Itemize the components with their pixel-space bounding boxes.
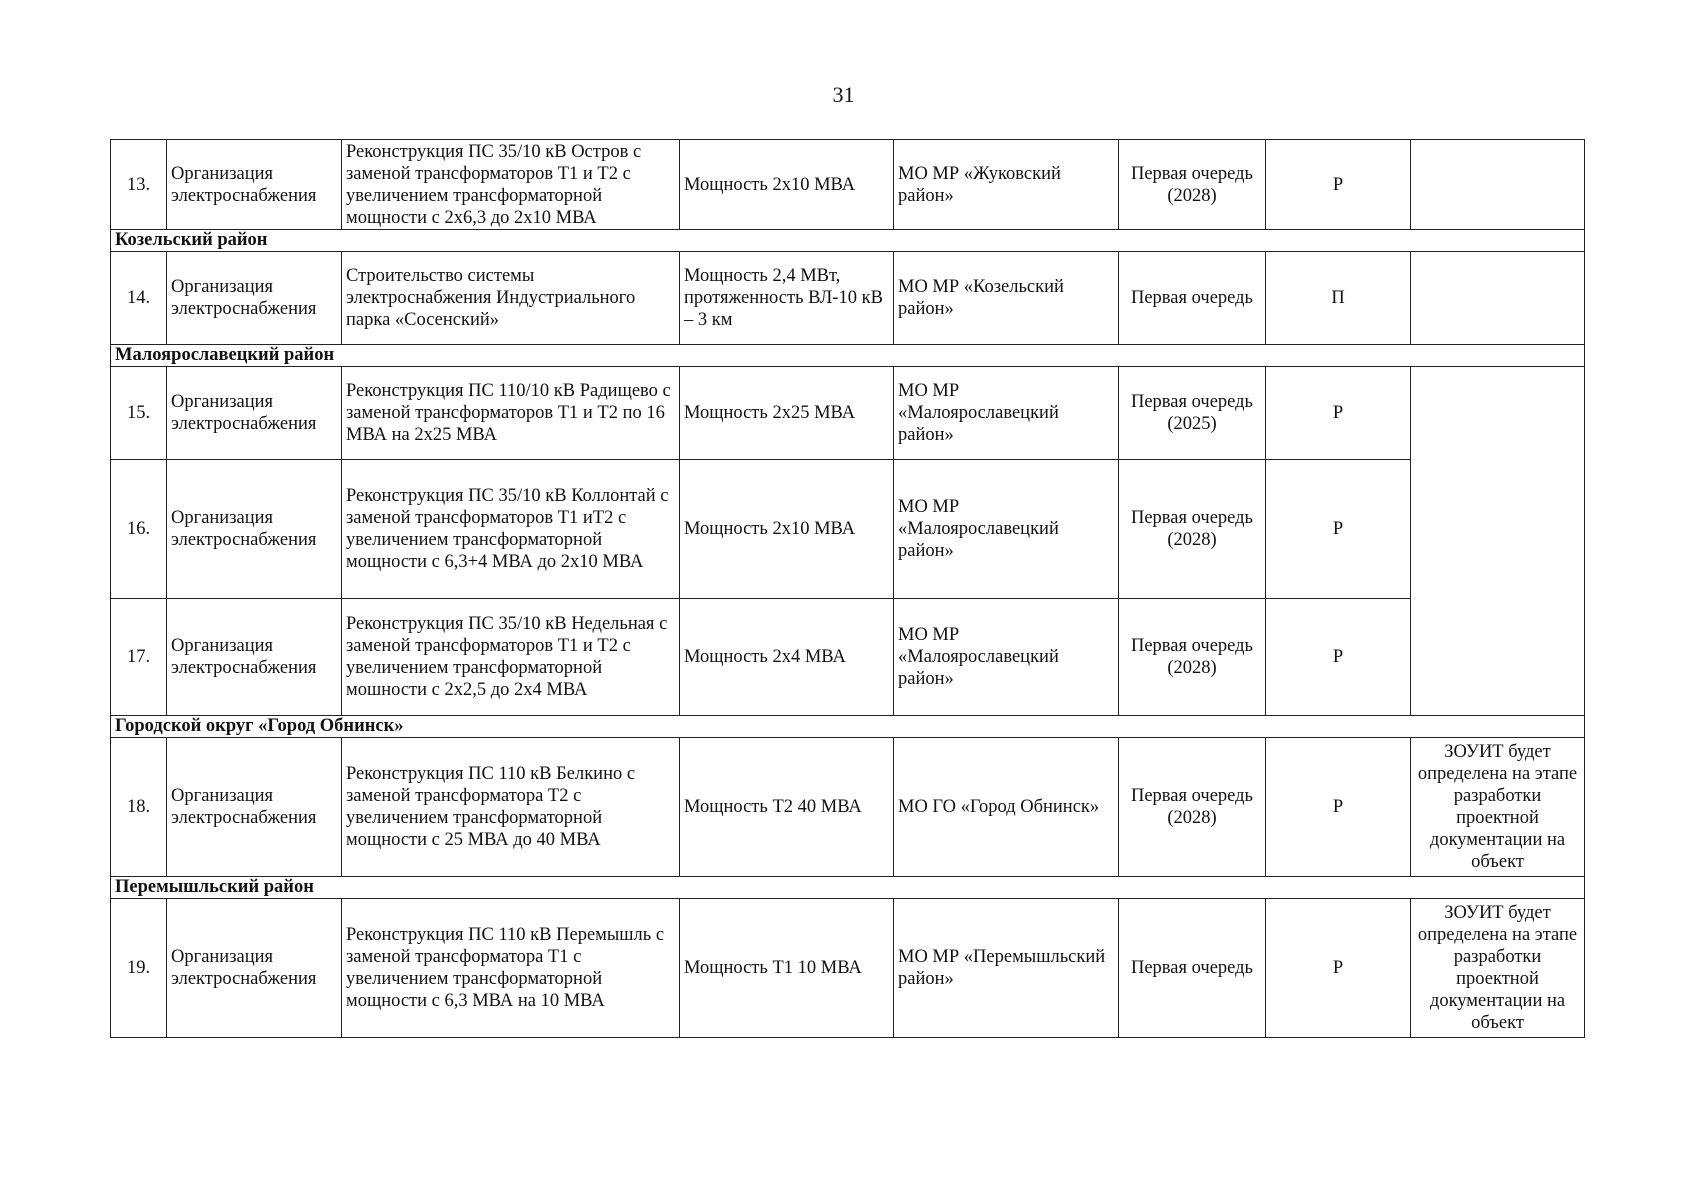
row-term: Первая очередь (2025)	[1119, 367, 1266, 460]
row-name: Реконструкция ПС 35/10 кВ Остров с заменой трансформаторов Т1 и Т2 с увеличением трансформаторной мощности с 2х6,3 до 2х10 МВА	[342, 140, 680, 230]
row-characteristics: Мощность Т2 40 МВА	[680, 738, 894, 877]
row-term: Первая очередь (2028)	[1119, 460, 1266, 599]
table-row	[111, 738, 1585, 877]
row-purpose: Организация электроснабжения	[167, 367, 342, 460]
table-row	[111, 899, 1585, 1038]
row-location: МО МР «Малоярославецкий район»	[894, 460, 1119, 599]
row-note: ЗОУИТ будет определена на этапе разработки проектной документации на объект	[1411, 899, 1585, 1038]
row-status: Р	[1266, 599, 1411, 716]
row-status: П	[1266, 252, 1411, 345]
row-characteristics: Мощность 2х10 МВА	[680, 140, 894, 230]
row-purpose: Организация электроснабжения	[167, 738, 342, 877]
row-note	[1411, 367, 1585, 716]
section-title: Городской округ «Город Обнинск»	[111, 716, 1585, 738]
row-purpose: Организация электроснабжения	[167, 899, 342, 1038]
row-number: 15.	[111, 367, 167, 460]
row-location: МО МР «Козельский район»	[894, 252, 1119, 345]
row-name: Строительство системы электроснабжения Индустриального парка «Сосенский»	[342, 252, 680, 345]
row-location: МО МР «Перемышльский район»	[894, 899, 1119, 1038]
row-note: ЗОУИТ будет определена на этапе разработки проектной документации на объект	[1411, 738, 1585, 877]
table-row	[111, 252, 1585, 345]
row-characteristics: Мощность 2,4 МВт, протяженность ВЛ-10 кВ – 3 км	[680, 252, 894, 345]
section-header	[111, 716, 1585, 738]
row-name: Реконструкция ПС 35/10 кВ Коллонтай с заменой трансформаторов Т1 иТ2 с увеличением трансформаторной мощности с 6,3+4 МВА до 2х10 МВА	[342, 460, 680, 599]
row-status: Р	[1266, 899, 1411, 1038]
row-name: Реконструкция ПС 110/10 кВ Радищево с заменой трансформаторов Т1 и Т2 по 16 МВА на 2х25 МВА	[342, 367, 680, 460]
table-row	[111, 599, 1585, 716]
row-status: Р	[1266, 460, 1411, 599]
row-location: МО ГО «Город Обнинск»	[894, 738, 1119, 877]
page-number: 31	[832, 82, 855, 107]
table-row	[111, 367, 1585, 460]
row-term: Первая очередь	[1119, 252, 1266, 345]
row-number: 14.	[111, 252, 167, 345]
row-status: Р	[1266, 367, 1411, 460]
section-title: Перемышльский район	[111, 877, 1585, 899]
row-note	[1411, 140, 1585, 230]
table-row	[111, 140, 1585, 230]
section-header	[111, 877, 1585, 899]
row-number: 17.	[111, 599, 167, 716]
row-purpose: Организация электроснабжения	[167, 252, 342, 345]
section-header	[111, 345, 1585, 367]
row-number: 13.	[111, 140, 167, 230]
section-title: Малоярославецкий район	[111, 345, 1585, 367]
row-status: Р	[1266, 738, 1411, 877]
row-number: 19.	[111, 899, 167, 1038]
row-number: 16.	[111, 460, 167, 599]
row-name: Реконструкция ПС 110 кВ Белкино с заменой трансформатора Т2 с увеличением трансформаторной мощности с 25 МВА до 40 МВА	[342, 738, 680, 877]
row-name: Реконструкция ПС 35/10 кВ Недельная с заменой трансформаторов Т1 и Т2 с увеличением трансформаторной мошности с 2х2,5 до 2х4 МВА	[342, 599, 680, 716]
row-location: МО МР «Жуковский район»	[894, 140, 1119, 230]
row-characteristics: Мощность 2х25 МВА	[680, 367, 894, 460]
row-location: МО МР «Малоярославецкий район»	[894, 599, 1119, 716]
row-term: Первая очередь (2028)	[1119, 140, 1266, 230]
row-location: МО МР «Малоярославецкий район»	[894, 367, 1119, 460]
row-name: Реконструкция ПС 110 кВ Перемышль с заменой трансформатора Т1 с увеличением трансформаторной мощности с 6,3 МВА на 10 МВА	[342, 899, 680, 1038]
objects-table	[110, 139, 1585, 1038]
table-row	[111, 460, 1585, 599]
row-term: Первая очередь (2028)	[1119, 599, 1266, 716]
row-characteristics: Мощность 2х4 МВА	[680, 599, 894, 716]
section-header	[111, 230, 1585, 252]
row-characteristics: Мощность Т1 10 МВА	[680, 899, 894, 1038]
row-term: Первая очередь (2028)	[1119, 738, 1266, 877]
row-term: Первая очередь	[1119, 899, 1266, 1038]
section-title: Козельский район	[111, 230, 1585, 252]
row-number: 18.	[111, 738, 167, 877]
row-status: Р	[1266, 140, 1411, 230]
row-purpose: Организация электроснабжения	[167, 599, 342, 716]
row-purpose: Организация электроснабжения	[167, 460, 342, 599]
row-note	[1411, 252, 1585, 345]
row-purpose: Организация электроснабжения	[167, 140, 342, 230]
row-characteristics: Мощность 2х10 МВА	[680, 460, 894, 599]
